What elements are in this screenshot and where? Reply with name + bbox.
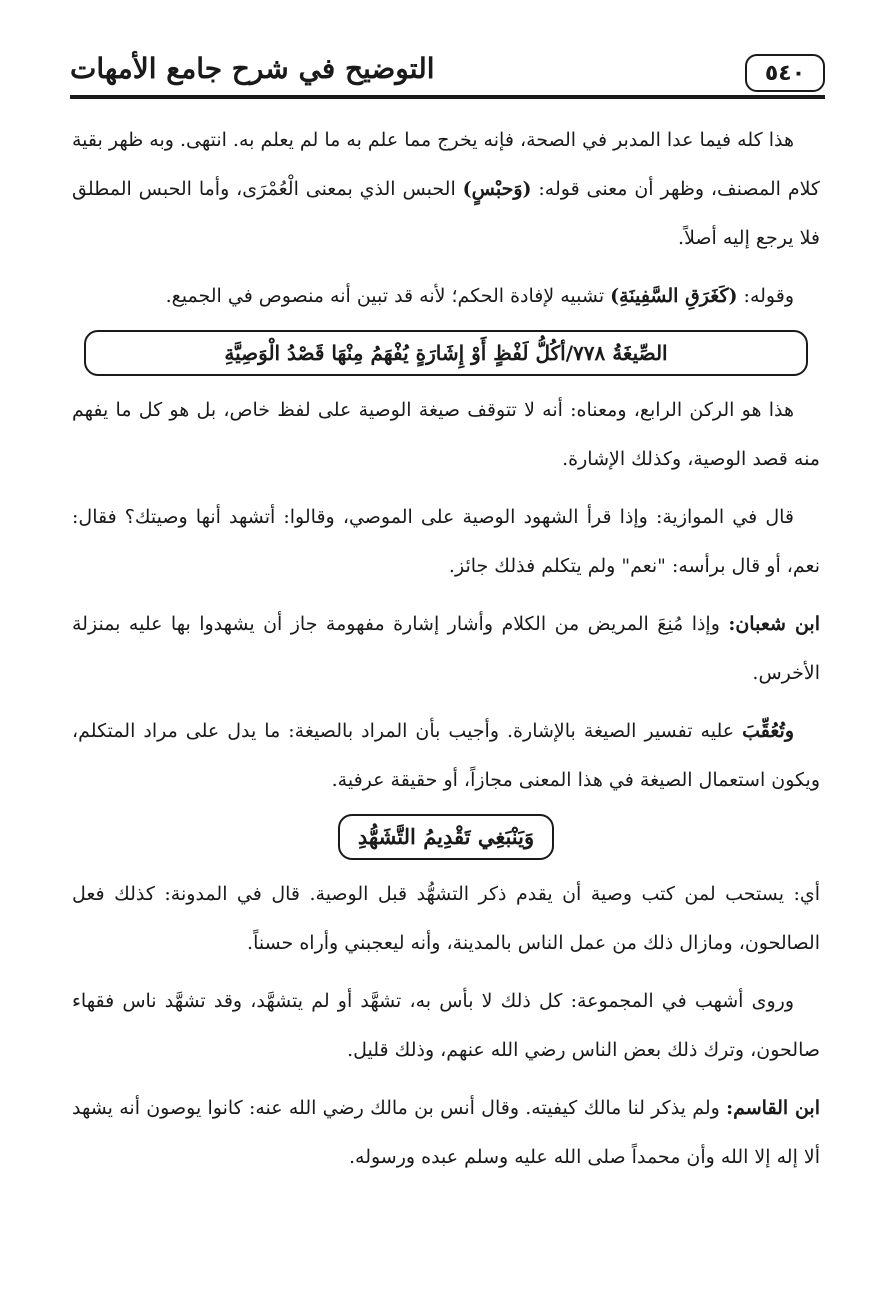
paragraph: [72, 707, 820, 805]
paragraph: [72, 116, 820, 263]
scholar-name: ابن القاسم:: [726, 1097, 820, 1119]
paragraph-text: هذا كله فيما عدا المدبر في الصحة، فإنه يخرج مما علم به ما لم يعلم به. انتهى. وبه ظهر بقية كلام المصنف، وظهر أن معنى قوله:: [72, 129, 820, 200]
paragraph: هذا هو الركن الرابع، ومعناه: أنه لا تتوقف صيغة الوصية على لفظ خاص، بل هو كل ما يفهم منه قصد الوصية، وكذلك الإشارة.: [72, 399, 820, 470]
paragraph: قال في الموازية: وإذا قرأ الشهود الوصية على الموصي، وقالوا: أتشهد أنها وصيتك؟ فقال: نعم، أو قال برأسه: "نعم" ولم يتكلم فذلك جائز.: [72, 506, 820, 577]
matn-quote: (وَحبْسٍ): [462, 178, 532, 200]
lead-word: وتُعُقِّبَ: [742, 720, 794, 742]
matn-box-container: [72, 330, 820, 376]
matn-box-container: [72, 814, 820, 860]
page-number: ٥٤٠: [764, 60, 806, 86]
paragraph-text: وقوله:: [743, 285, 794, 307]
paragraph-text: وإذا مُنِعَ المريض من الكلام وأشار إشارة مفهومة جاز أن يشهدوا بها عليه بمنزلة الأخرس.: [72, 613, 820, 684]
matn-box: وَيَنْبَغِي تَقْدِيمُ التَّشَهُّدِ: [338, 814, 554, 860]
paragraph: [72, 272, 820, 321]
running-title: التوضيح في شرح جامع الأمهات: [70, 52, 435, 85]
paragraph-text: تشبيه لإفادة الحكم؛ لأنه قد تبين أنه منصوص في الجميع.: [165, 285, 605, 307]
paragraph-text: الحبس الذي بمعنى الْعُمْرَى، وأما الحبس المطلق فلا يرجع إليه أصلاً.: [72, 178, 820, 249]
scholar-name: ابن شعبان:: [728, 613, 820, 635]
page-number-badge: [745, 54, 825, 92]
paragraph: أي: يستحب لمن كتب وصية أن يقدم ذكر التشهُّد قبل الوصية. قال في المدونة: كذلك فعل الصالحون، ومازال ذلك من عمل الناس بالمدينة، وأنه ليعجبني وأراه حسناً.: [72, 883, 820, 954]
paragraph: [72, 600, 820, 698]
paragraph-text: عليه تفسير الصيغة بالإشارة. وأجيب بأن المراد بالصيغة: ما يدل على مراد المتكلم، ويكون استعمال الصيغة في هذا المعنى مجازاً، أو حقيقة عرفية.: [72, 720, 820, 791]
paragraph: [72, 1084, 820, 1182]
page-header: [70, 48, 825, 98]
page-body: [72, 116, 820, 1191]
header-divider: [70, 95, 825, 98]
matn-quote: (كَغَرَقِ السَّفِينَةِ): [610, 285, 738, 307]
matn-box: الصِّيغَةُ ٧٧٨/أكُلُّ لَفْظٍ أَوْ إِشَارَةٍ يُفْهَمُ مِنْهَا قَصْدُ الْوَصِيَّةِ: [84, 330, 808, 376]
paragraph: وروى أشهب في المجموعة: كل ذلك لا بأس به، تشهَّد أو لم يتشهَّد، وقد تشهَّد ناس فقهاء صالحون، وترك ذلك بعض الناس رضي الله عنهم، وذلك قليل.: [72, 990, 820, 1061]
paragraph-text: ولم يذكر لنا مالك كيفيته. وقال أنس بن مالك رضي الله عنه: كانوا يوصون أنه يشهد ألا إله إلا الله وأن محمداً صلى الله عليه وسلم عبده ورسوله.: [72, 1097, 820, 1168]
